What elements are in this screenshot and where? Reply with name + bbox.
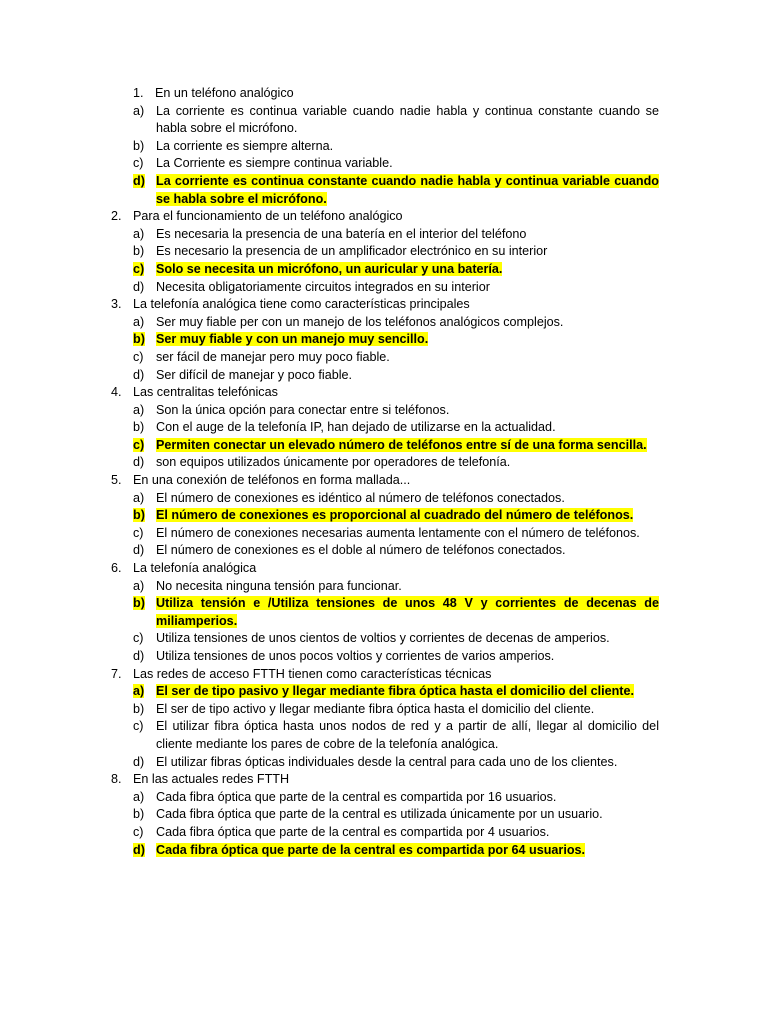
question-4: [111, 384, 659, 402]
option-8-b: [133, 806, 659, 824]
question-number: 2.: [111, 209, 122, 224]
option-text: No necesita ninguna tensión para funcionar.: [156, 578, 402, 593]
option-text: El utilizar fibras ópticas individuales desde la central para cada uno de los clientes.: [156, 754, 618, 769]
option-letter: c): [133, 349, 144, 364]
option-3-c: [133, 349, 659, 367]
option-letter: [133, 437, 156, 455]
highlight: b): [133, 508, 145, 523]
question-number: 3.: [111, 297, 122, 312]
question-text: La telefonía analógica tiene como características principales: [133, 297, 470, 312]
option-text: El utilizar fibra óptica hasta unos nodos de red y a partir de allí, llegar al domicilio del cliente mediante los pares de cobre de la telefonía analógica.: [156, 719, 659, 751]
highlight: El ser de tipo pasivo y llegar mediante fibra óptica hasta el domicilio del cliente.: [156, 684, 635, 699]
highlight: c): [133, 261, 145, 276]
option-8-a: [133, 789, 659, 807]
question-text: La telefonía analógica: [133, 561, 257, 576]
highlight: El número de conexiones es proporcional al cuadrado del número de teléfonos.: [156, 508, 634, 523]
option-letter: [133, 331, 156, 349]
option-2-c: [133, 261, 659, 279]
option-letter: a): [133, 103, 145, 118]
option-text: Utiliza tensiones de unos pocos voltios y corrientes de varios amperios.: [156, 649, 555, 663]
option-text: Con el auge de la telefonía IP, han dejado de utilizarse en la actualidad.: [156, 420, 556, 435]
option-letter: d): [133, 543, 145, 558]
question-1: [111, 85, 659, 103]
option-letter: c): [133, 824, 144, 839]
option-5-c: [133, 525, 659, 543]
highlight: Permiten conectar un elevado número de teléfonos entre sí de una forma sencilla.: [156, 437, 647, 452]
option-letter: b): [133, 138, 145, 153]
question-number: 5.: [111, 473, 122, 488]
option-letter: c): [133, 525, 144, 540]
option-text: Utiliza tensiones de unos cientos de voltios y corrientes de decenas de amperios.: [156, 631, 610, 646]
option-5-d: [133, 542, 659, 560]
highlight: b): [133, 596, 145, 611]
highlight: Utiliza tensión e /Utiliza tensiones de unos 48 V y corrientes de decenas de miliamperios.: [156, 596, 659, 628]
option-text: El número de conexiones es el doble al número de teléfonos conectados.: [156, 543, 566, 558]
option-7-d: [133, 754, 659, 772]
option-letter: b): [133, 701, 145, 716]
option-3-d: [133, 367, 659, 385]
option-text: El número de conexiones es idéntico al número de teléfonos conectados.: [156, 490, 565, 505]
option-letter: a): [133, 402, 145, 417]
option-letter: d): [133, 279, 145, 294]
option-5-b: [133, 507, 659, 525]
option-letter: b): [133, 420, 145, 435]
question-7: [111, 666, 659, 684]
option-letter: c): [133, 719, 144, 734]
option-letter: [133, 595, 156, 630]
correct-answer-text: [156, 842, 659, 860]
option-letter: a): [133, 578, 145, 593]
highlight: Ser muy fiable y con un manejo muy sencillo.: [156, 332, 429, 347]
option-text: Cada fibra óptica que parte de la central es utilizada únicamente por un usuario.: [156, 807, 603, 822]
question-8: [111, 771, 659, 789]
option-text: Ser difícil de manejar y poco fiable.: [156, 367, 353, 382]
option-letter: d): [133, 649, 145, 663]
correct-answer-text: [156, 331, 659, 349]
question-5: [111, 472, 659, 490]
option-1-c: [133, 155, 659, 173]
option-text: El número de conexiones necesarias aumenta lentamente con el número de teléfonos.: [156, 525, 640, 540]
option-letter: a): [133, 226, 145, 241]
question-2: [111, 208, 659, 226]
option-text: ser fácil de manejar pero muy poco fiable.: [156, 349, 390, 364]
option-2-a: [133, 226, 659, 244]
option-6-c: [133, 630, 659, 648]
question-text: Para el funcionamiento de un teléfono analógico: [133, 209, 403, 224]
option-7-b: [133, 701, 659, 719]
question-number: 8.: [111, 772, 122, 787]
option-text: Cada fibra óptica que parte de la central es compartida por 4 usuarios.: [156, 824, 550, 839]
question-number: 7.: [111, 666, 122, 681]
option-letter: d): [133, 754, 145, 769]
correct-answer-text: [156, 173, 659, 208]
option-text: Es necesario la presencia de un amplificador electrónico en su interior: [156, 244, 548, 259]
option-6-b: [133, 595, 659, 630]
correct-answer-text: [156, 595, 659, 630]
question-number: 1.: [133, 86, 144, 100]
option-letter: [133, 683, 156, 701]
quiz-document: [111, 85, 659, 859]
option-8-d: [133, 842, 659, 860]
option-3-a: [133, 314, 659, 332]
option-text: Necesita obligatoriamente circuitos integrados en su interior: [156, 279, 490, 294]
option-letter: a): [133, 490, 145, 505]
question-text: En las actuales redes FTTH: [133, 772, 290, 787]
option-3-b: [133, 331, 659, 349]
option-letter: d): [133, 455, 145, 470]
highlight: a): [133, 684, 145, 699]
option-letter: a): [133, 789, 145, 804]
option-6-a: [133, 578, 659, 596]
option-letter: b): [133, 244, 145, 259]
question-text: Las centralitas telefónicas: [133, 385, 278, 400]
option-2-b: [133, 243, 659, 261]
option-1-d: [133, 173, 659, 208]
highlight: d): [133, 173, 145, 188]
option-4-b: [133, 419, 659, 437]
option-7-c: [133, 718, 659, 753]
option-letter: d): [133, 367, 145, 382]
option-letter: [133, 507, 156, 525]
option-text: El ser de tipo activo y llegar mediante fibra óptica hasta el domicilio del cliente.: [156, 701, 595, 716]
correct-answer-text: [156, 683, 659, 701]
question-6: [111, 560, 659, 578]
option-6-d: [133, 648, 659, 666]
option-letter: [133, 173, 156, 208]
option-1-b: [133, 138, 659, 156]
correct-answer-text: [156, 507, 659, 525]
option-4-d: [133, 454, 659, 472]
highlight: c): [133, 437, 145, 452]
option-text: Cada fibra óptica que parte de la central es compartida por 16 usuarios.: [156, 789, 557, 804]
question-text: En una conexión de teléfonos en forma mallada...: [133, 473, 411, 488]
option-1-a: [133, 103, 659, 138]
option-text: Son la única opción para conectar entre si teléfonos.: [156, 402, 450, 417]
highlight: d): [133, 842, 145, 857]
question-text: En un teléfono analógico: [155, 86, 294, 100]
highlight: Solo se necesita un micrófono, un auricular y una batería.: [156, 261, 503, 276]
option-letter: c): [133, 631, 144, 646]
option-letter: c): [133, 156, 144, 171]
option-8-c: [133, 824, 659, 842]
highlight: La corriente es continua constante cuando nadie habla y continua variable cuando se habla sobre el micrófono.: [156, 173, 659, 206]
highlight: b): [133, 332, 145, 347]
option-letter: a): [133, 314, 145, 329]
option-text: La corriente es continua variable cuando nadie habla y continua constante cuando se habla sobre el micrófono.: [156, 103, 659, 136]
question-number: 6.: [111, 561, 122, 576]
highlight: Cada fibra óptica que parte de la central es compartida por 64 usuarios.: [156, 842, 586, 857]
option-text: Es necesaria la presencia de una batería en el interior del teléfono: [156, 226, 527, 241]
question-text: Las redes de acceso FTTH tienen como características técnicas: [133, 666, 492, 681]
option-5-a: [133, 490, 659, 508]
option-7-a: [133, 683, 659, 701]
option-4-a: [133, 402, 659, 420]
option-letter: b): [133, 807, 145, 822]
question-number: 4.: [111, 385, 122, 400]
correct-answer-text: [156, 261, 659, 279]
option-4-c: [133, 437, 659, 455]
option-2-d: [133, 279, 659, 297]
question-3: [111, 296, 659, 314]
option-text: Ser muy fiable per con un manejo de los teléfonos analógicos complejos.: [156, 314, 564, 329]
option-letter: [133, 842, 156, 860]
option-text: son equipos utilizados únicamente por operadores de telefonía.: [156, 455, 511, 470]
option-letter: [133, 261, 156, 279]
option-text: La corriente es siempre alterna.: [156, 138, 334, 153]
correct-answer-text: [156, 437, 659, 455]
option-text: La Corriente es siempre continua variable.: [156, 156, 393, 171]
